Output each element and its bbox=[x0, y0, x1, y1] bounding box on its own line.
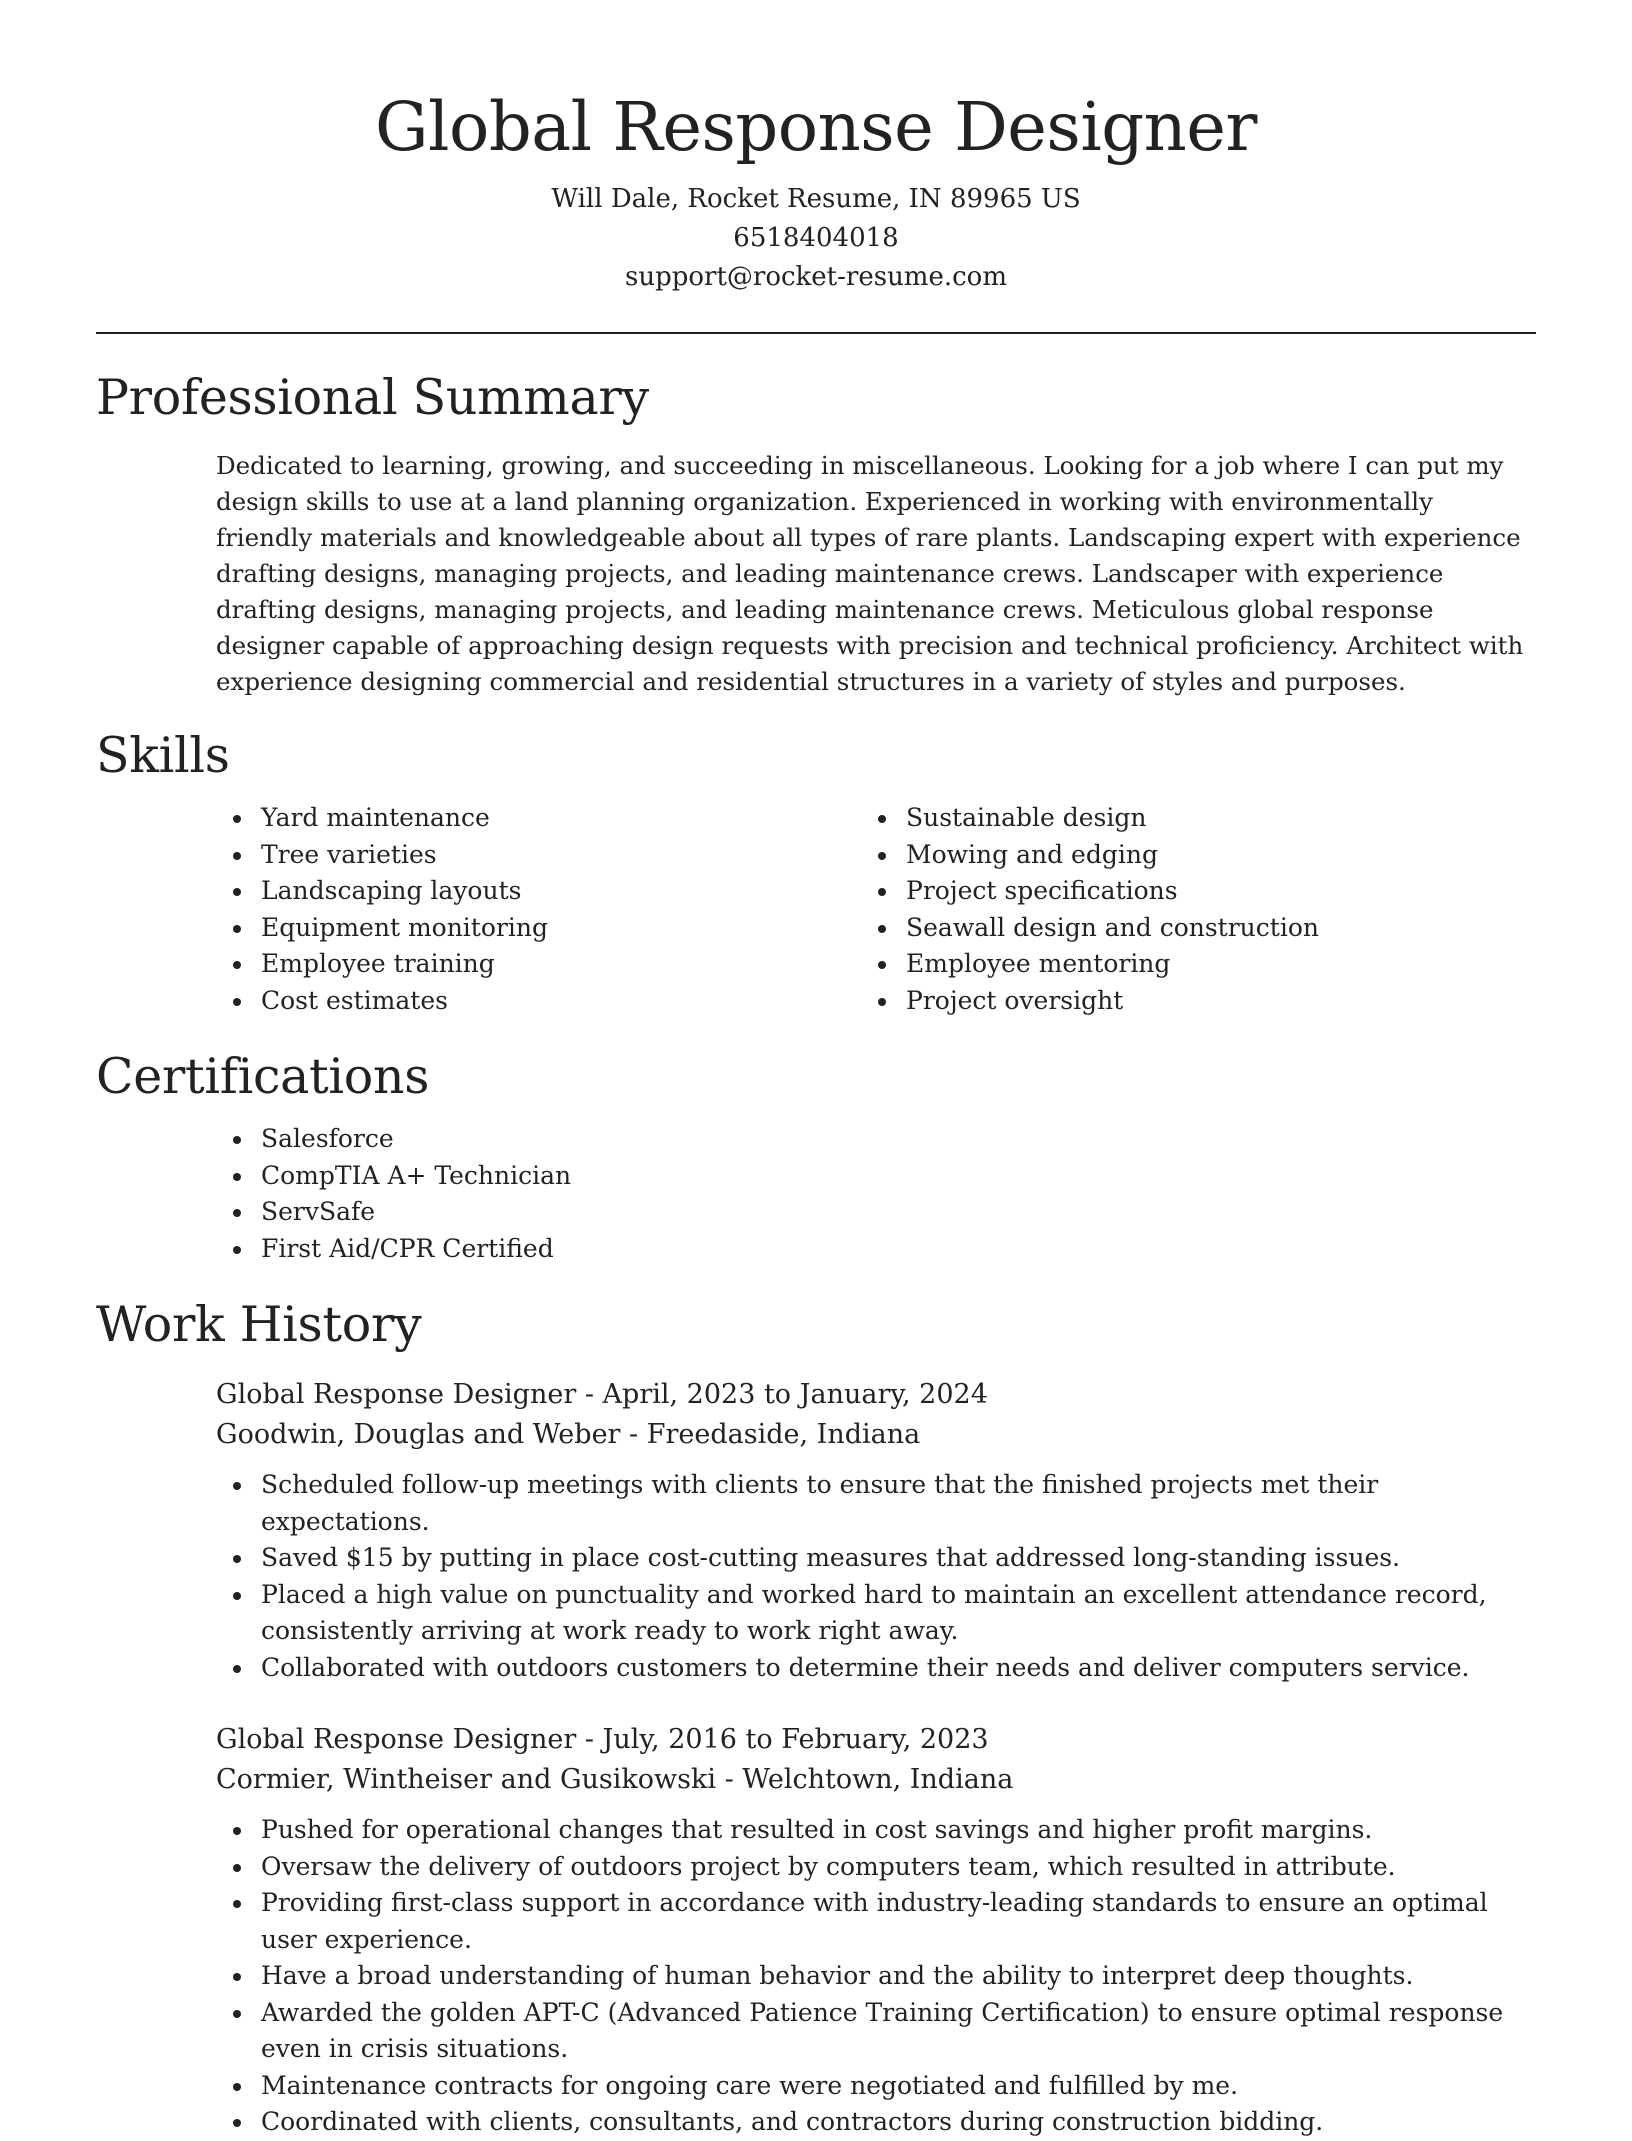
skill-item: Landscaping layouts bbox=[261, 873, 746, 910]
job-bullet: Pushed for operational changes that resulted in cost savings and higher profit margins. bbox=[261, 1812, 1536, 1849]
contact-block bbox=[96, 180, 1536, 297]
job-bullets bbox=[216, 1467, 1536, 1686]
job-bullet: Placed a high value on punctuality and worked hard to maintain an excellent attendance record, consistently arriving at work ready to work right away. bbox=[261, 1577, 1536, 1650]
certification-item: CompTIA A+ Technician bbox=[261, 1158, 1536, 1195]
job-title: Global Response Designer bbox=[216, 1379, 577, 1410]
job-company: Cormier, Wintheiser and Gusikowski bbox=[216, 1764, 717, 1795]
job-dates: - April, 2023 to January, 2024 bbox=[576, 1379, 988, 1410]
skills-heading: Skills bbox=[96, 727, 230, 784]
skill-item: Employee mentoring bbox=[906, 946, 1396, 983]
skill-item: Equipment monitoring bbox=[261, 910, 746, 947]
skills-column-right bbox=[746, 800, 1396, 1019]
job-bullet: Providing first-class support in accordance with industry-leading standards to ensure an optimal user experience. bbox=[261, 1885, 1536, 1958]
resume-title: Global Response Designer bbox=[375, 88, 1257, 166]
certifications-list bbox=[96, 1121, 1536, 1267]
job-location: - Freedaside, Indiana bbox=[620, 1419, 921, 1450]
job-entry bbox=[216, 1720, 1536, 2141]
job-title-line bbox=[216, 1375, 1536, 1415]
skill-item: Yard maintenance bbox=[261, 800, 746, 837]
skill-item: Tree varieties bbox=[261, 837, 746, 874]
skill-item: Employee training bbox=[261, 946, 746, 983]
certification-item: First Aid/CPR Certified bbox=[261, 1231, 1536, 1268]
work-history-heading: Work History bbox=[96, 1296, 422, 1353]
skill-item: Project oversight bbox=[906, 983, 1396, 1020]
job-bullet: Oversaw the delivery of outdoors project by computers team, which resulted in attribute. bbox=[261, 1849, 1536, 1886]
job-bullet: Scheduled follow-up meetings with clients to ensure that the finished projects met their expectations. bbox=[261, 1467, 1536, 1540]
skills-section bbox=[96, 726, 1536, 1019]
skill-item: Mowing and edging bbox=[906, 837, 1396, 874]
contact-email: support@rocket-resume.com bbox=[624, 262, 1007, 292]
job-bullet: Have a broad understanding of human behavior and the ability to interpret deep thoughts. bbox=[261, 1958, 1536, 1995]
skills-columns bbox=[96, 800, 1536, 1019]
contact-address: Will Dale, Rocket Resume, IN 89965 US bbox=[551, 184, 1081, 214]
job-bullet: Maintenance contracts for ongoing care were negotiated and fulfilled by me. bbox=[261, 2068, 1536, 2105]
skill-item: Sustainable design bbox=[906, 800, 1396, 837]
certifications-heading: Certifications bbox=[96, 1048, 430, 1105]
job-company-line bbox=[216, 1760, 1536, 1800]
certification-item: Salesforce bbox=[261, 1121, 1536, 1158]
skill-item: Cost estimates bbox=[261, 983, 746, 1020]
job-location: - Welchtown, Indiana bbox=[716, 1764, 1014, 1795]
skills-column-left bbox=[96, 800, 746, 1019]
skill-item: Seawall design and construction bbox=[906, 910, 1396, 947]
header-divider bbox=[96, 332, 1536, 334]
certifications-section bbox=[96, 1047, 1536, 1267]
job-bullet: Collaborated with outdoors customers to determine their needs and deliver computers service. bbox=[261, 1650, 1536, 1687]
contact-phone: 6518404018 bbox=[733, 223, 899, 253]
skill-item: Project specifications bbox=[906, 873, 1396, 910]
resume-header bbox=[96, 0, 1536, 297]
summary-section bbox=[96, 368, 1536, 700]
job-dates: - July, 2016 to February, 2023 bbox=[576, 1724, 989, 1755]
summary-heading: Professional Summary bbox=[96, 369, 649, 426]
job-company-line bbox=[216, 1415, 1536, 1455]
job-company: Goodwin, Douglas and Weber bbox=[216, 1419, 621, 1450]
skills-list-left bbox=[96, 800, 746, 1019]
job-bullets bbox=[216, 1812, 1536, 2141]
job-entry bbox=[216, 1375, 1536, 1686]
job-bullet: Saved $15 by putting in place cost-cutting measures that addressed long-standing issues. bbox=[261, 1540, 1536, 1577]
job-title-line bbox=[216, 1720, 1536, 1760]
job-bullet: Awarded the golden APT-C (Advanced Patience Training Certification) to ensure optimal response even in crisis situations. bbox=[261, 1995, 1536, 2068]
skills-list-right bbox=[746, 800, 1396, 1019]
summary-text: Dedicated to learning, growing, and succeeding in miscellaneous. Looking for a job where I can put my design skills to use at a land planning organization. Experienced in working with environmentally friendly materials and knowledgeable about all types of rare plants. Landscaping expert with experience drafting designs, managing projects, and leading maintenance crews. Landscaper with experience drafting designs, managing projects, and leading maintenance crews. Meticulous global response designer capable of approaching design requests with precision and technical proficiency. Architect with experience designing commercial and residential structures in a variety of styles and purposes. bbox=[216, 451, 1524, 696]
work-history-section bbox=[96, 1295, 1536, 2141]
job-bullet: Coordinated with clients, consultants, and contractors during construction bidding. bbox=[261, 2104, 1536, 2141]
certification-item: ServSafe bbox=[261, 1194, 1536, 1231]
job-title: Global Response Designer bbox=[216, 1724, 577, 1755]
